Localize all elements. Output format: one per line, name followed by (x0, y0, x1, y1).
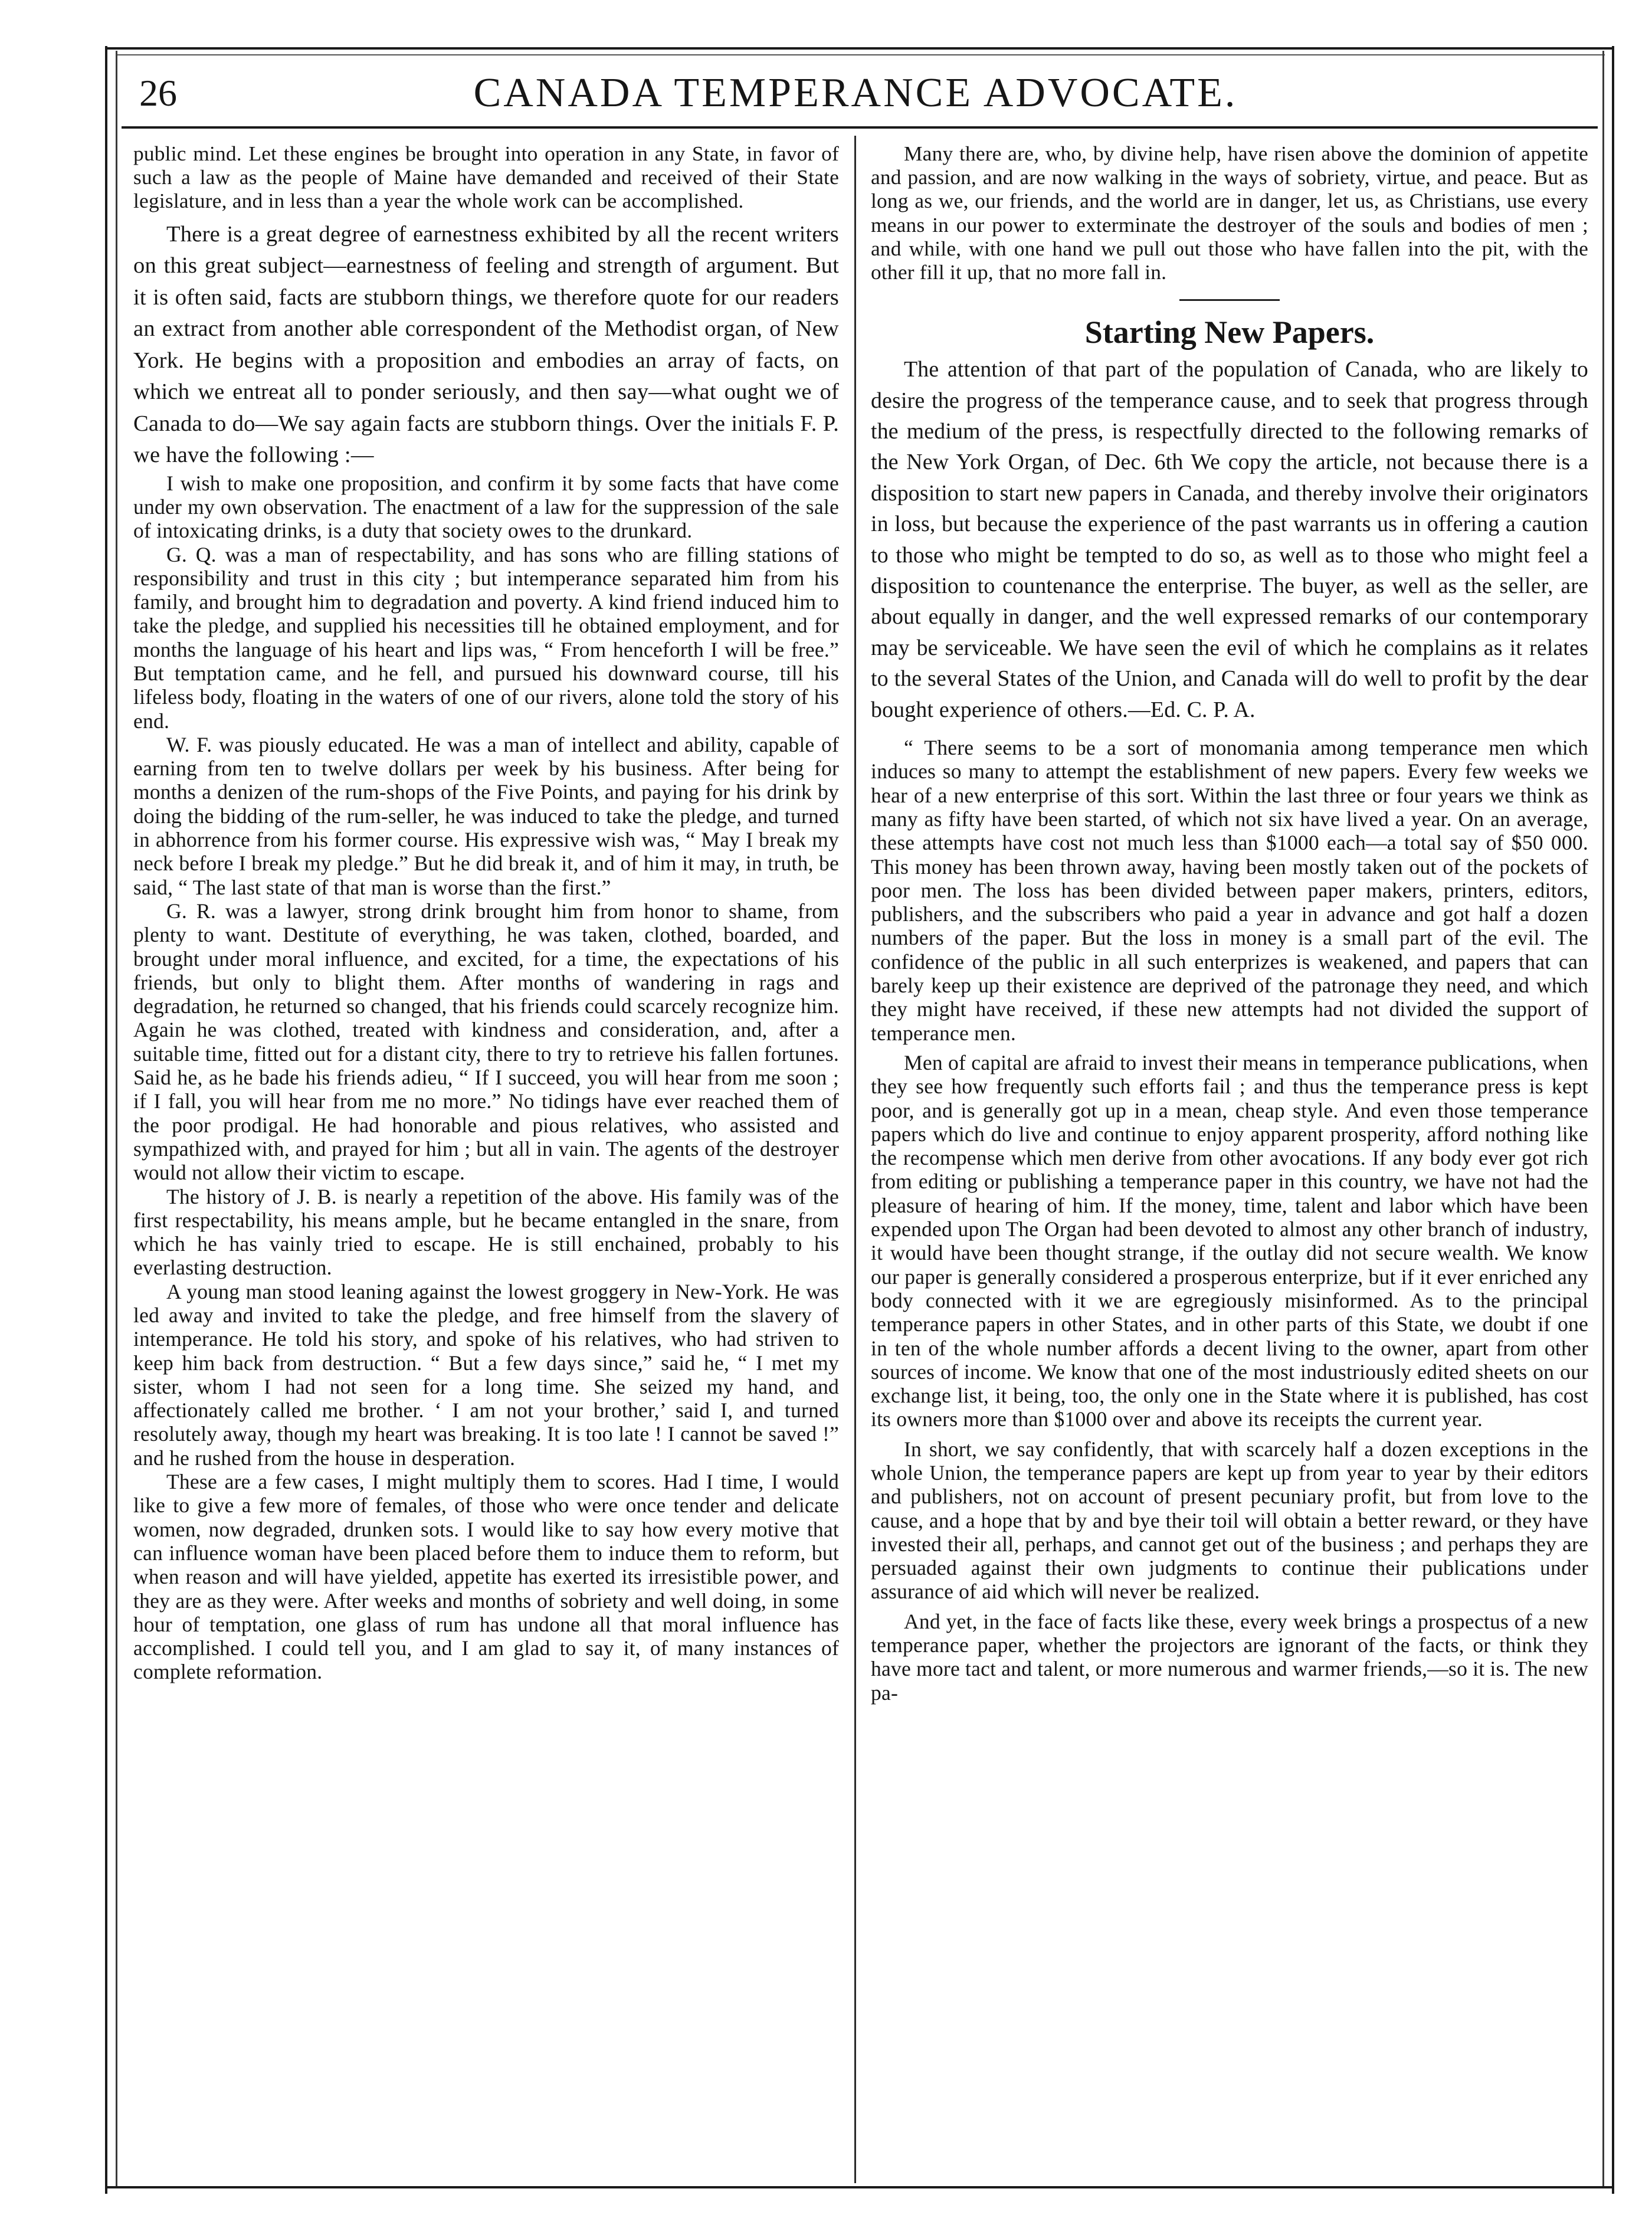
right-column (871, 142, 1588, 2180)
header-rule (122, 126, 1598, 129)
paragraph: A young man stood leaning against the lowest groggery in New-York. He was led away and invited to take the pledge, and free himself from the slavery of intemperance. He told his story, and spoke of his relatives, who had striven to keep him back from destruction. “ But a few days since,” said he, “ I met my sister, whom I had not seen for a long time. She seized my hand, and affectionately called me brother. ‘ I am not your brother,’ said I, and turned resolutely away, though my heart was breaking. It is too late ! I cannot be saved !” and he rushed from the house in desperation. (133, 1279, 839, 1470)
paragraph: There is a great degree of earnestness exhibited by all the recent writers on this great subject—earnestness of feeling and strength of argument. But it is often said, facts are stubborn things, we therefore quote for our readers an extract from another able correspondent of the Methodist organ, of New York. He begins with a proposition and embodies an array of facts, on which we entreat all to ponder seriously, and then say—what ought we of Canada to do—We say again facts are stubborn things. Over the initials F. P. we have the following :— (133, 221, 839, 468)
paragraph: Many there are, who, by divine help, have risen above the dominion of appetite and passion, and are now walking in the ways of sobriety, virtue, and peace. But as long as we, our friends, and the world are in danger, let us, as Christians, use every means in our power to exterminate the destroyer of the souls and bodies of men ; and while, with one hand we pull out those who have fallen into the pit, with the other fill it up, that no more fall in. (871, 142, 1588, 284)
bottom-border-rule (105, 2186, 1614, 2188)
left-column (133, 142, 839, 2180)
left-inner-border (116, 51, 117, 2187)
paragraph: Men of capital are afraid to invest their means in temperance publications, when they see how frequently such efforts fail ; and thus the temperance press is kept poor, and is generally got up in a mean, cheap style. And even those temperance papers which do live and continue to enjoy apparent prosperity, afford nothing like the recompense which men derive from other avocations. If any body ever got rich from editing or publishing a temperance paper in this country, we have not had the pleasure of hearing of him. If the money, time, talent and labor which have been expended upon The Organ had been devoted to almost any other branch of industry, it would have been thought strange, if the outlay did not secure wealth. We know our paper is generally considered a prosperous enterprize, but if it ever enriched any body connected with it we are egregiously misinformed. As to the principal temperance papers in other States, and in other parts of this State, we doubt if one in ten of the whole number affords a decent living to the owner, apart from other sources of income. We know that one of the most industriously edited sheets on our exchange list, it being, too, the only one in the State where it is published, has cost its owners more than $1000 over and above its receipts the current year. (871, 1050, 1588, 1431)
paragraph: W. F. was piously educated. He was a man of intellect and ability, capable of earning from ten to twelve dollars per week by his business. After being for months a denizen of the rum-shops of the Five Points, and paying for his drink by doing the bidding of the rum-seller, he was induced to take the pledge, and turned in abhorrence from his former course. His expressive wish was, “ May I break my neck before I break my pledge.” But he did break it, and of him it may, in truth, be said, “ The last state of that man is worse than the first.” (133, 732, 839, 899)
page-number: 26 (139, 72, 177, 114)
paragraph: The attention of that part of the population of Canada, who are likely to desire the progress of the temperance cause, and to seek that progress through the medium of the press, is respectfully directed to the following remarks of the New York Organ, of Dec. 6th We copy the article, not because there is a disposition to start new papers in Canada, and thereby involve their originators in loss, but because the experience of the past warrants us in offering a caution to those who might be tempted to do so, as well as to those who might feel a disposition to countenance the enterprise. The buyer, as well as the seller, are about equally in danger, and the well expressed remarks of our contemporary may be serviceable. We have seen the evil of which he complains as it relates to the several States of the Union, and Canada will do well to profit by the dear bought experience of others.—Ed. C. P. A. (871, 357, 1588, 722)
masthead-title: CANADA TEMPERANCE ADVOCATE. (473, 70, 1238, 116)
paragraph: The history of J. B. is nearly a repetition of the above. His family was of the first respectability, his means ample, but he became entangled in the snare, from which he has vainly tried to escape. He is still enchained, probably to his everlasting destruction. (133, 1184, 839, 1280)
paragraph: And yet, in the face of facts like these, every week brings a prospectus of a new temperance paper, whether the projectors are ignorant of the facts, or think they have more tact and talent, or more numerous and warmer friends,—so it is. The new pa- (871, 1609, 1588, 1705)
paragraph: “ There seems to be a sort of monomania among temperance men which induces so many to attempt the establishment of new papers. Every few weeks we hear of a new enterprise of this sort. Within the last three or four years we think as many as fifty have been started, of which not six have lived a year. On an average, these attempts have cost not much less than $1000 each—a total say of $50 000. This money has been thrown away, having been mostly taken out of the pockets of poor men. The loss has been divided between paper makers, printers, editors, publishers, and the subscribers who paid a year in advance and got half a dozen numbers of the paper. But the loss in money is a small part of the evil. The confidence of the public in all such enterprizes is weakened, and papers that can barely keep up their existence are deprived of the patronage they need, and which they might have received, if these new attempts had not divided the support of temperance men. (871, 736, 1588, 1045)
paragraph: G. R. was a lawyer, strong drink brought him from honor to shame, from plenty to want. Destitute of everything, he was taken, clothed, boarded, and brought under moral influence, and excited, for a time, the expectations of his friends, but only to blight them. After months of wandering in rags and degradation, he returned so changed, that his friends could scarcely recognize him. Again he was clothed, treated with kindness and consideration, and, after a suitable time, fitted out for a distant city, there to try to retrieve his fallen fortunes. Said he, as he bade his friends adieu, “ If I succeed, you will hear from me soon ; if I fall, you will hear from me no more.” No tidings have ever reached them of the poor prodigal. He had honorable and pious relatives, who assisted and sympathized with, and prayed for him ; but all in vain. The agents of the destroyer would not allow their victim to escape. (133, 899, 839, 1185)
section-heading: Starting New Papers. (1084, 314, 1375, 350)
column-divider (854, 136, 856, 2183)
paragraph: These are a few cases, I might multiply them to scores. Had I time, I would like to give a few more of females, of those who were once tender and delicate women, now degraded, drunken sots. I would like to say how every motive that can influence woman have been placed before them to induce them to reform, but when reason and will have yielded, appetite has exerted its irresistible power, and they are as they were. After weeks and months of sobriety and well doing, in some hour of temptation, one glass of rum has undone all that moral influence has accomplished. I could tell you, and I am glad to say it, of many instances of complete reformation. (133, 1470, 839, 1684)
paragraph: G. Q. was a man of respectability, and has sons who are filling stations of responsibility and trust in this city ; but intemperance separated him from his family, and brought him to degradation and poverty. A kind friend induced him to take the pledge, and supplied his necessities till he obtained employment, and for months the language of his heart and lips was, “ From henceforth I will be free.” But temptation came, and he fell, and pursued his downward course, till his lifeless body, floating in the waters of one of our rivers, alone told the story of his end. (133, 542, 839, 733)
right-inner-border (1602, 51, 1604, 2187)
paragraph: I wish to make one proposition, and confirm it by some facts that have come under my own observation. The enactment of a law for the suppression of the sale of intoxicating drinks, is a duty that society owes to the drunkard. (133, 471, 839, 543)
section-separator (1179, 299, 1280, 301)
paragraph: In short, we say confidently, that with scarcely half a dozen exceptions in the whole Union, the temperance papers are kept up from year to year by their editors and publishers, not on account of present pecuniary profit, but from love to the cause, and a hope that by and bye their toil will obtain a better reward, or they have invested their all, perhaps, and cannot get out of the business ; and perhaps they are persuaded against their own judgments to continue their publications under assurance of aid which will never be realized. (871, 1437, 1588, 1604)
paragraph: public mind. Let these engines be brought into operation in any State, in favor of such a law as the people of Maine have demanded and received of their State legislature, and in less than a year the whole work can be accomplished. (133, 142, 839, 213)
